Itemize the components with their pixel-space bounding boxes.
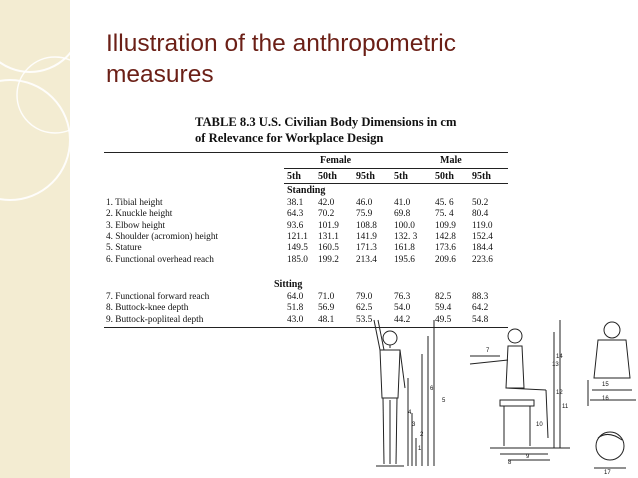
row-label: 2. Knuckle height <box>106 209 173 220</box>
hand-grip-illustration <box>594 432 626 468</box>
table-cell-value: 149.5 <box>287 243 308 254</box>
table-cell-value: 48.1 <box>318 314 335 325</box>
table-cell-value: 213.4 <box>356 254 377 265</box>
row-label: 4. Shoulder (acromion) height <box>106 231 219 242</box>
decorative-left-band <box>0 0 70 478</box>
table-cell-value: 54.8 <box>472 314 489 325</box>
row-label: 8. Buttock-knee depth <box>106 303 189 314</box>
table-cell-value: 142.8 <box>435 231 456 242</box>
row-label: 7. Functional forward reach <box>106 292 210 302</box>
table-cell-value: 64.2 <box>472 303 489 314</box>
table-cell-value: 75. 4 <box>435 209 454 220</box>
standing-figure-illustration <box>374 320 405 466</box>
standing-dimension-lines <box>408 320 434 466</box>
seated-figure-illustration <box>470 320 570 460</box>
anthropometric-measures-figure <box>350 318 638 478</box>
percentile-header: 50th <box>435 171 454 182</box>
row-label: 6. Functional overhead reach <box>106 254 214 265</box>
percentile-header: 95th <box>356 171 375 182</box>
table-cell-value: 50.2 <box>472 198 489 208</box>
table-cell-value: 109.9 <box>435 220 456 231</box>
table-cell-value: 59.4 <box>435 303 452 314</box>
percentile-header: 50th <box>318 171 337 182</box>
row-label: 1. Tibial height <box>106 198 163 208</box>
figure-number-label: 12 <box>556 390 563 396</box>
table-cell-value: 171.3 <box>356 243 377 254</box>
percentile-header: 5th <box>287 171 301 182</box>
percentile-header: 5th <box>394 171 408 182</box>
table-cell-value: 45. 6 <box>435 198 454 208</box>
figure-number-label: 10 <box>536 422 543 428</box>
row-label: 3. Elbow height <box>106 220 166 231</box>
table-cell-value: 41.0 <box>394 198 411 208</box>
table-cell-value: 46.0 <box>356 198 373 208</box>
table-cell-value: 195.6 <box>394 254 415 265</box>
figure-number-label: 14 <box>556 354 563 360</box>
table-cell-value: 185.0 <box>287 254 308 265</box>
table-cell-value: 54.0 <box>394 303 411 314</box>
table-rule <box>104 152 508 153</box>
table-cell-value: 56.9 <box>318 303 335 314</box>
section-sitting: Sitting <box>274 279 303 290</box>
figure-number-label: 5 <box>442 398 446 404</box>
slide-title <box>106 28 606 90</box>
table-cell-value: 49.5 <box>435 314 452 325</box>
table-cell-value: 161.8 <box>394 243 415 254</box>
figure-number-label: 17 <box>604 470 611 476</box>
table-cell-value: 88.3 <box>472 292 489 302</box>
figure-number-label: 9 <box>526 454 530 460</box>
table-cell-value: 70.2 <box>318 209 335 220</box>
table-cell-value: 82.5 <box>435 292 452 302</box>
table-cell-value: 160.5 <box>318 243 339 254</box>
table-cell-value: 199.2 <box>318 254 339 265</box>
table-cell-value: 80.4 <box>472 209 489 220</box>
table-cell-value: 38.1 <box>287 198 304 208</box>
table-cell-value: 42.0 <box>318 198 335 208</box>
slide-title-line-1: Illustration of the anthropometric <box>106 30 456 57</box>
table-cell-value: 76.3 <box>394 292 411 302</box>
table-cell-value: 75.9 <box>356 209 373 220</box>
group-header-female: Female <box>320 155 352 166</box>
table-cell-value: 79.0 <box>356 292 373 302</box>
slide-title-line-2: measures <box>106 61 214 88</box>
table-cell-value: 121.1 <box>287 231 308 242</box>
table-cell-value: 62.5 <box>356 303 373 314</box>
table-cell-value: 44.2 <box>394 314 411 325</box>
table-cell-value: 43.0 <box>287 314 304 325</box>
table-cell-value: 119.0 <box>472 220 493 231</box>
figure-number-label: 11 <box>562 404 569 410</box>
rear-seated-figure-illustration <box>588 322 636 406</box>
table-cell-value: 71.0 <box>318 292 335 302</box>
table-cell-value: 51.8 <box>287 303 304 314</box>
figure-number-label: 7 <box>486 348 490 354</box>
table-cell-value: 132. 3 <box>394 231 418 242</box>
figure-number-label: 2 <box>420 432 424 438</box>
table-cell-value: 64.3 <box>287 209 304 220</box>
table-cell-value: 69.8 <box>394 209 411 220</box>
figure-number-label: 6 <box>430 386 434 392</box>
table-caption-line-1: TABLE 8.3 U.S. Civilian Body Dimensions in cm <box>195 115 457 129</box>
table-rule <box>284 168 508 169</box>
table-cell-value: 93.6 <box>287 220 304 231</box>
figure-number-label: 8 <box>508 460 512 466</box>
row-label: 5. Stature <box>106 243 142 254</box>
table-cell-value: 184.4 <box>472 243 493 254</box>
group-header-male: Male <box>440 155 462 166</box>
table-rule <box>284 183 508 184</box>
table-cell-value: 53.5 <box>356 314 373 325</box>
figure-number-label: 13 <box>552 362 559 368</box>
table-caption <box>195 114 457 146</box>
table-cell-value: 173.6 <box>435 243 456 254</box>
figure-number-label: 1 <box>418 446 422 452</box>
table-cell-value: 152.4 <box>472 231 493 242</box>
figure-number-label: 16 <box>602 396 609 402</box>
table-cell-value: 64.0 <box>287 292 304 302</box>
figure-number-label: 15 <box>602 382 609 388</box>
figure-number-label: 4 <box>408 410 412 416</box>
table-caption-line-2: of Relevance for Workplace Design <box>195 131 384 145</box>
row-label: 9. Buttock-popliteal depth <box>106 314 204 325</box>
table-cell-value: 131.1 <box>318 231 339 242</box>
table-cell-value: 101.9 <box>318 220 339 231</box>
percentile-header: 95th <box>472 171 491 182</box>
section-standing: Standing <box>287 185 326 196</box>
table-cell-value: 141.9 <box>356 231 377 242</box>
table-cell-value: 223.6 <box>472 254 493 265</box>
figure-number-label: 3 <box>412 422 416 428</box>
table-cell-value: 108.8 <box>356 220 377 231</box>
table-cell-value: 209.6 <box>435 254 456 265</box>
table-cell-value: 100.0 <box>394 220 415 231</box>
